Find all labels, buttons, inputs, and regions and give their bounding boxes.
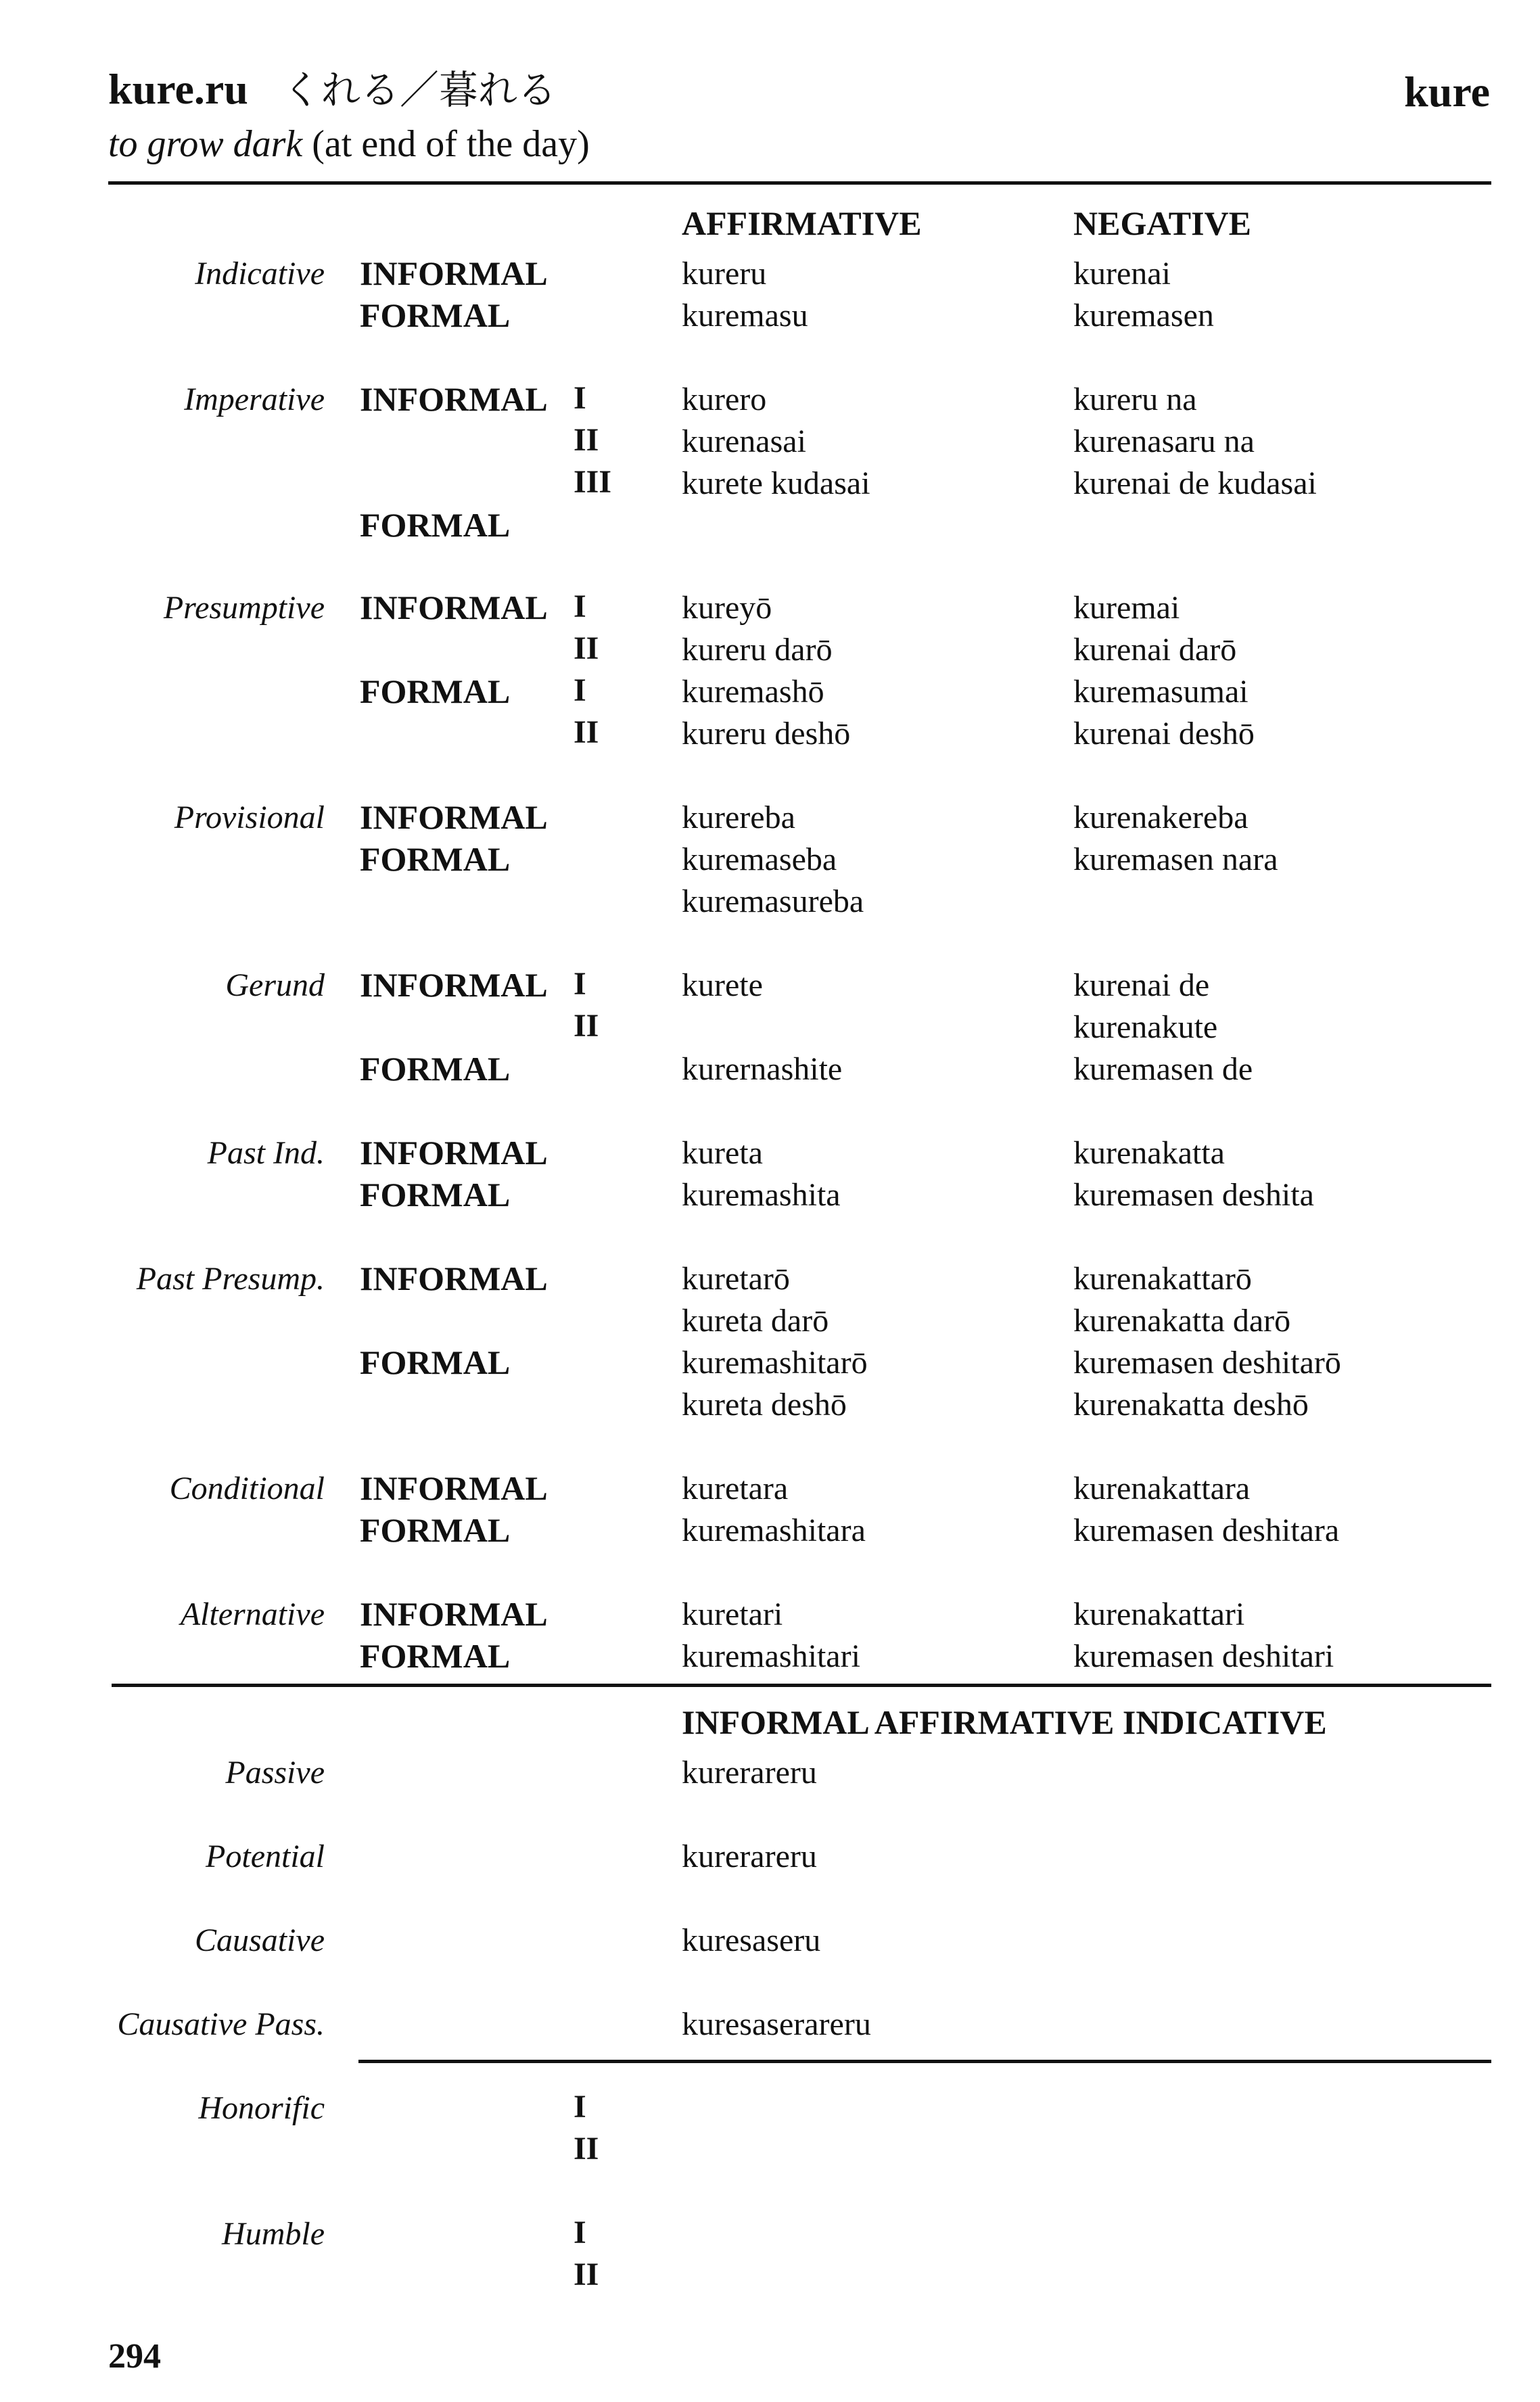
form-negative: kurenai de kudasai [1073,465,1317,501]
negative-header: NEGATIVE [1073,204,1252,242]
affirmative-header: AFFIRMATIVE [682,204,922,242]
category-alternative: Alternative [180,1596,325,1632]
form-negative: kuremasen deshita [1073,1177,1314,1213]
form-affirmative: kuremasu [682,298,808,333]
register-formal: FORMAL [360,672,511,710]
verb-romaji: kure.ru [108,65,248,113]
form-negative: kurenakattarō [1073,1261,1252,1297]
form-negative: kurenai de [1073,967,1210,1003]
register-informal: INFORMAL [360,1260,548,1297]
category-imperative: Imperative [184,382,325,417]
form-negative: kurenakattari [1073,1596,1245,1632]
register-formal: FORMAL [360,296,511,334]
category-conditional: Conditional [169,1471,325,1506]
form-affirmative: kuremashō [682,674,824,710]
form-negative: kuremasen deshitari [1073,1638,1334,1674]
form-affirmative: kureru darō [682,632,833,668]
level-number: I [574,380,586,416]
register-formal: FORMAL [360,1343,511,1381]
form-affirmative: kurero [682,382,767,417]
form-affirmative: kuremashitara [682,1512,866,1548]
form-negative: kurenakereba [1073,800,1249,835]
form-affirmative: kurete kudasai [682,465,870,501]
form-negative: kuremasen [1073,298,1214,333]
form-affirmative: kuretarō [682,1261,790,1297]
verb-meaning [108,125,590,163]
category-provisional: Provisional [174,800,325,835]
form-affirmative: kureta deshō [682,1387,847,1423]
category-humble: Humble [222,2216,325,2252]
level-number: I [574,2215,586,2250]
form-affirmative: kureru [682,256,767,292]
register-informal: INFORMAL [360,798,548,836]
form-negative: kuremasumai [1073,674,1249,710]
lower-rule [358,2060,1491,2063]
form-negative: kurenakatta darō [1073,1303,1291,1339]
verb-kana-kanji: くれる／暮れる [281,67,557,113]
category-causative-pass: Causative Pass. [117,2006,325,2042]
form-affirmative: kureta darō [682,1303,829,1339]
form-affirmative: kuremasureba [682,883,864,919]
level-number: II [574,422,599,458]
register-informal: INFORMAL [360,1134,548,1172]
form-negative: kurenai darō [1073,632,1237,668]
category-passive: Passive [225,1755,325,1791]
category-past-presump: Past Presump. [136,1261,325,1297]
level-number: I [574,966,586,1002]
form-affirmative: kuretari [682,1596,783,1632]
category-honorific: Honorific [198,2090,325,2126]
form-potential: kurerareru [682,1839,817,1874]
register-formal: FORMAL [360,1050,511,1088]
derived-header: INFORMAL AFFIRMATIVE INDICATIVE [682,1703,1327,1741]
form-affirmative: kurereba [682,800,795,835]
form-affirmative: kurernashite [682,1051,843,1087]
level-number: II [574,1008,599,1044]
form-affirmative: kuretara [682,1471,789,1506]
category-causative: Causative [195,1922,325,1958]
form-causative: kuresaseru [682,1922,821,1958]
form-affirmative: kureta [682,1135,763,1171]
category-potential: Potential [206,1839,325,1874]
form-negative: kuremasen de [1073,1051,1253,1087]
form-affirmative: kuremashitari [682,1638,860,1674]
form-passive: kurerareru [682,1755,817,1791]
level-number: II [574,2257,599,2292]
register-formal: FORMAL [360,1637,511,1675]
category-indicative: Indicative [195,256,325,292]
level-number: I [574,2089,586,2125]
form-negative: kurenakatta [1073,1135,1225,1171]
level-number: I [574,672,586,708]
form-negative: kuremai [1073,590,1180,626]
register-informal: INFORMAL [360,588,548,626]
guide-word: kure [1404,68,1490,116]
register-informal: INFORMAL [360,1595,548,1633]
form-affirmative: kurenasai [682,423,806,459]
form-negative: kurenakattara [1073,1471,1251,1506]
form-negative: kuremasen nara [1073,841,1278,877]
level-number: III [574,464,612,500]
level-number: II [574,2131,599,2167]
form-negative: kureru na [1073,382,1197,417]
register-formal: FORMAL [360,506,511,544]
form-negative: kurenai deshō [1073,716,1255,752]
register-informal: INFORMAL [360,380,548,418]
category-presumptive: Presumptive [163,590,325,626]
form-affirmative: kuremaseba [682,841,837,877]
form-negative: kuremasen deshitarō [1073,1345,1341,1381]
verb-title [108,65,557,113]
form-negative: kuremasen deshitara [1073,1512,1340,1548]
meaning-text: to grow dark [108,123,303,165]
register-formal: FORMAL [360,1511,511,1549]
meaning-note: (at end of the day) [312,123,590,165]
page-number: 294 [108,2337,161,2376]
form-affirmative: kureru deshō [682,716,851,752]
form-negative: kurenasaru na [1073,423,1255,459]
level-number: I [574,588,586,624]
category-past-ind: Past Ind. [207,1135,325,1171]
register-informal: INFORMAL [360,1469,548,1507]
middle-rule [112,1684,1491,1687]
category-gerund: Gerund [225,967,325,1003]
register-informal: INFORMAL [360,254,548,292]
form-negative: kurenakute [1073,1009,1218,1045]
register-formal: FORMAL [360,840,511,878]
register-formal: FORMAL [360,1176,511,1214]
top-rule [108,181,1491,185]
form-negative: kurenai [1073,256,1171,292]
form-negative: kurenakatta deshō [1073,1387,1309,1423]
form-affirmative: kurete [682,967,763,1003]
form-causative-pass: kuresaserareru [682,2006,871,2042]
level-number: II [574,714,599,750]
register-informal: INFORMAL [360,966,548,1004]
form-affirmative: kuremashitarō [682,1345,868,1381]
form-affirmative: kureyō [682,590,772,626]
form-affirmative: kuremashita [682,1177,841,1213]
level-number: II [574,630,599,666]
